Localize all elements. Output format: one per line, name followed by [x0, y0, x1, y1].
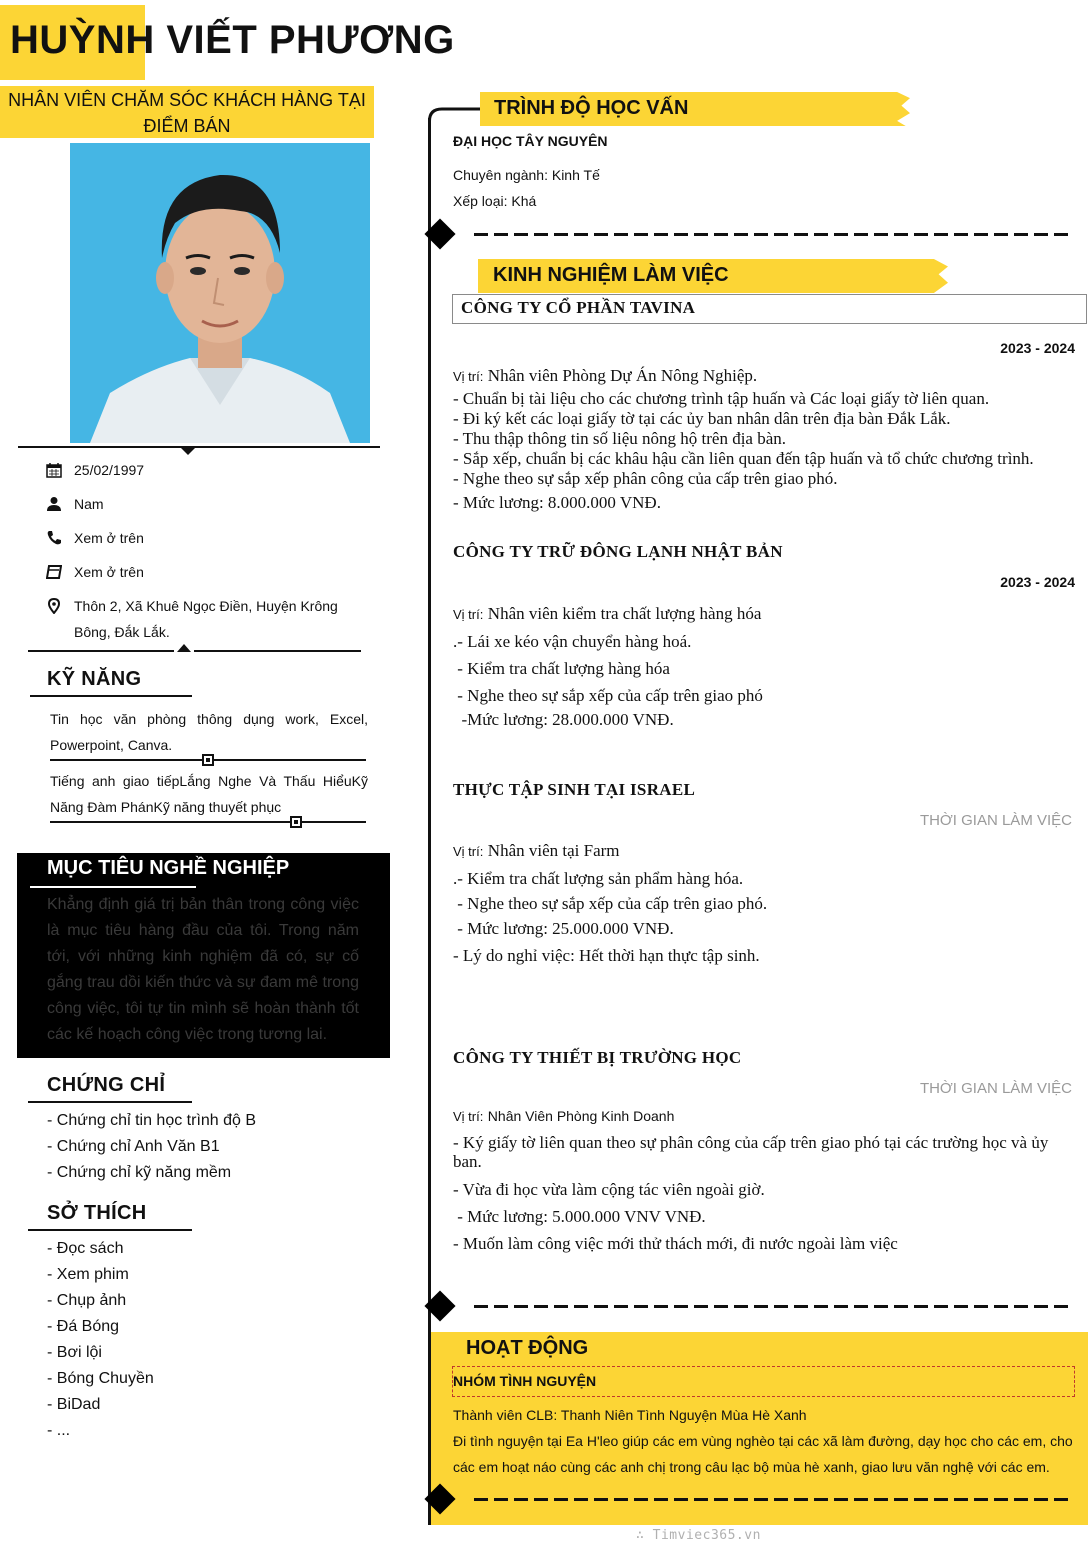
job-1-dates: 2023 - 2024 [1000, 340, 1075, 356]
position-label: Vị trí: [453, 369, 484, 384]
job-3-details [453, 838, 1083, 968]
map-marker-icon [46, 598, 62, 614]
info-divider-left [28, 650, 174, 652]
job-2-company: CÔNG TY TRỮ ĐÔNG LẠNH NHẬT BẢN [453, 542, 783, 561]
certificate-item: - Chứng chỉ tin học trình độ B [47, 1112, 257, 1129]
phone-value: Xem ở trên [74, 530, 144, 546]
certificate-item: - Chứng chỉ Anh Văn B1 [47, 1138, 220, 1155]
info-divider-pointer [177, 644, 191, 652]
skill-1-text: Tin học văn phòng thông dụng work, Excel, Powerpoint, Canva. [50, 711, 368, 753]
job-1-details [453, 366, 1083, 513]
job-2-dates: 2023 - 2024 [1000, 574, 1075, 590]
email-icon [46, 564, 62, 580]
job-1-company: CÔNG TY CỔ PHẦN TAVINA [461, 298, 696, 317]
job-3-line: - Mức lương: 25.000.000 VNĐ. [453, 919, 674, 938]
address-value: Thôn 2, Xã Khuê Ngọc Điền, Huyện Krông Bông, Đắk Lắk. [74, 598, 338, 640]
job-2-line: - Kiểm tra chất lượng hàng hóa [453, 659, 670, 678]
career-goal-text: Khẳng định giá trị bản thân trong công việc là mục tiêu hàng đầu của tôi. Trong năm tới, với những kinh nghiệm đã có, sự cố gắng trau dồi kiến thức và sự đam mê trong công việc, tôi tự tin mình sẽ hoàn thành tốt các kế hoạch công việc trong tương lai. [47, 896, 359, 1043]
job-4-position: Nhân Viên Phòng Kinh Doanh [487, 1108, 675, 1124]
skill-1-level-knob [202, 754, 214, 766]
career-goal-underline [30, 886, 196, 888]
certificates-title: CHỨNG CHỈ [47, 1074, 166, 1096]
divider-pointer [180, 447, 196, 455]
timeline-line [428, 118, 431, 1525]
photo-divider [18, 446, 380, 448]
skill-2-level-knob [290, 816, 302, 828]
certificate-item: - Chứng chỉ kỹ năng mềm [47, 1164, 232, 1181]
profile-photo [70, 143, 370, 443]
job-4-dates: THỜI GIAN LÀM VIỆC [919, 1080, 1072, 1097]
timeline-dash [474, 1498, 1074, 1501]
career-goal-title: MỤC TIÊU NGHỀ NGHIỆP [47, 857, 290, 879]
hobby-item: - BiDad [47, 1396, 101, 1413]
position-label: Vị trí: [453, 607, 484, 622]
hobby-item: - Bóng Chuyền [47, 1370, 154, 1387]
portrait-illustration [70, 143, 370, 443]
job-2-line: - Nghe theo sự sắp xếp của cấp trên giao phó [453, 686, 763, 705]
job-1-position: Nhân viên Phòng Dự Án Nông Nghiệp. [487, 366, 758, 385]
job-2-details [453, 600, 1083, 731]
hobby-item: - Đọc sách [47, 1240, 124, 1257]
education-rank: Xếp loại: Khá [453, 193, 537, 209]
job-4-line: - Muốn làm công việc mới thử thách mới, đi nước ngoài làm việc [453, 1234, 898, 1253]
job-3-line: - Lý do nghỉ việc: Hết thời hạn thực tập sinh. [453, 946, 760, 965]
job-2-position: Nhân viên kiểm tra chất lượng hàng hóa [487, 604, 762, 623]
certificates-underline [28, 1101, 192, 1103]
job-4-company: CÔNG TY THIẾT BỊ TRƯỜNG HỌC [453, 1048, 742, 1067]
job-1-line: - Mức lương: 8.000.000 VNĐ. [453, 493, 661, 512]
job-1-line: - Thu thập thông tin số liệu nông hộ trên địa bàn. [453, 429, 787, 448]
skills-underline [30, 695, 192, 697]
job-3-line: .- Kiểm tra chất lượng sản phẩm hàng hóa. [453, 869, 744, 888]
job-1-line: - Sắp xếp, chuẩn bị các khâu hậu cần liên quan đến tập huấn và tổ chức chương trình. [453, 449, 1034, 468]
user-icon [46, 496, 62, 512]
timeline-dash [474, 233, 1074, 236]
info-divider-right [194, 650, 361, 652]
hobby-item: - Chụp ảnh [47, 1292, 127, 1309]
education-major: Chuyên ngành: Kinh Tế [453, 167, 600, 183]
hobbies-title: SỞ THÍCH [47, 1202, 147, 1224]
job-4-line: - Vừa đi học vừa làm cộng tác viên ngoài giờ. [453, 1180, 765, 1199]
skills-title: KỸ NĂNG [47, 668, 142, 690]
timeline-dash [474, 1305, 1074, 1308]
gender-value: Nam [74, 496, 104, 512]
hobbies-underline [28, 1229, 192, 1231]
hobbies-list [47, 1236, 154, 1444]
hobby-item: - ... [47, 1422, 71, 1439]
activities-title: HOẠT ĐỘNG [466, 1337, 589, 1359]
job-2-line: -Mức lương: 28.000.000 VNĐ. [453, 710, 674, 729]
job-4-line: - Mức lương: 5.000.000 VNV VNĐ. [453, 1207, 706, 1226]
activity-role: Thành viên CLB: Thanh Niên Tình Nguyện Mùa Hè Xanh [453, 1407, 807, 1423]
job-3-company: THỰC TẬP SINH TẠI ISRAEL [453, 780, 696, 799]
job-1-line: - Đi ký kết các loại giấy tờ tại các ủy ban nhân dân trên địa bàn Đắk Lắk. [453, 409, 951, 428]
activity-description: Đi tình nguyện tại Ea H'leo giúp các em vùng nghèo tại các xã làm đường, dạy học cho các em, cho các em hoạt náo cùng các anh chị trong câu lạc bộ mùa hè xanh, giao lưu văn nghệ với các em. [453, 1433, 1073, 1475]
job-2-line: .- Lái xe kéo vận chuyển hàng hoá. [453, 632, 692, 651]
calendar-icon [46, 462, 62, 478]
job-1-line: - Chuẩn bị tài liệu cho các chương trình tập huấn và Các loại giấy tờ liên quan. [453, 389, 990, 408]
dob-value: 25/02/1997 [74, 462, 145, 478]
certificates-list [47, 1108, 256, 1186]
job-3-dates: THỜI GIAN LÀM VIỆC [919, 812, 1072, 829]
job-title: NHÂN VIÊN CHĂM SÓC KHÁCH HÀNG TẠI ĐIỂM BÁN [8, 90, 366, 136]
activity-group: NHÓM TÌNH NGUYỆN [453, 1373, 597, 1389]
job-4-details [453, 1106, 1078, 1254]
skill-2-text: Tiếng anh giao tiếpLắng Nghe Và Thấu HiểuKỹ Năng Đàm PhánKỹ năng thuyết phục [50, 773, 368, 815]
education-school: ĐẠI HỌC TÂY NGUYÊN [453, 133, 608, 149]
job-4-line: - Ký giấy tờ liên quan theo sự phân công của cấp trên giao phó tại các trường học và ủy ban. [453, 1133, 1049, 1171]
job-3-line: - Nghe theo sự sắp xếp của cấp trên giao phó. [453, 894, 768, 913]
job-1-line: - Nghe theo sự sắp xếp phân công của cấp trên giao phó. [453, 469, 838, 488]
position-label: Vị trí: [453, 1109, 484, 1124]
email-value: Xem ở trên [74, 564, 144, 580]
hobby-item: - Đá Bóng [47, 1318, 120, 1335]
phone-icon [46, 530, 62, 546]
job-3-position: Nhân viên tại Farm [487, 841, 620, 860]
skill-2-bar [50, 821, 366, 823]
position-label: Vị trí: [453, 844, 484, 859]
experience-title: KINH NGHIỆM LÀM VIỆC [493, 264, 729, 286]
candidate-name: HUỲNH VIẾT PHƯƠNG [10, 18, 455, 62]
education-title: TRÌNH ĐỘ HỌC VẤN [494, 97, 689, 119]
hobby-item: - Xem phim [47, 1266, 129, 1283]
hobby-item: - Bơi lội [47, 1344, 102, 1361]
watermark: ∴ Timviec365.vn [636, 1528, 761, 1543]
